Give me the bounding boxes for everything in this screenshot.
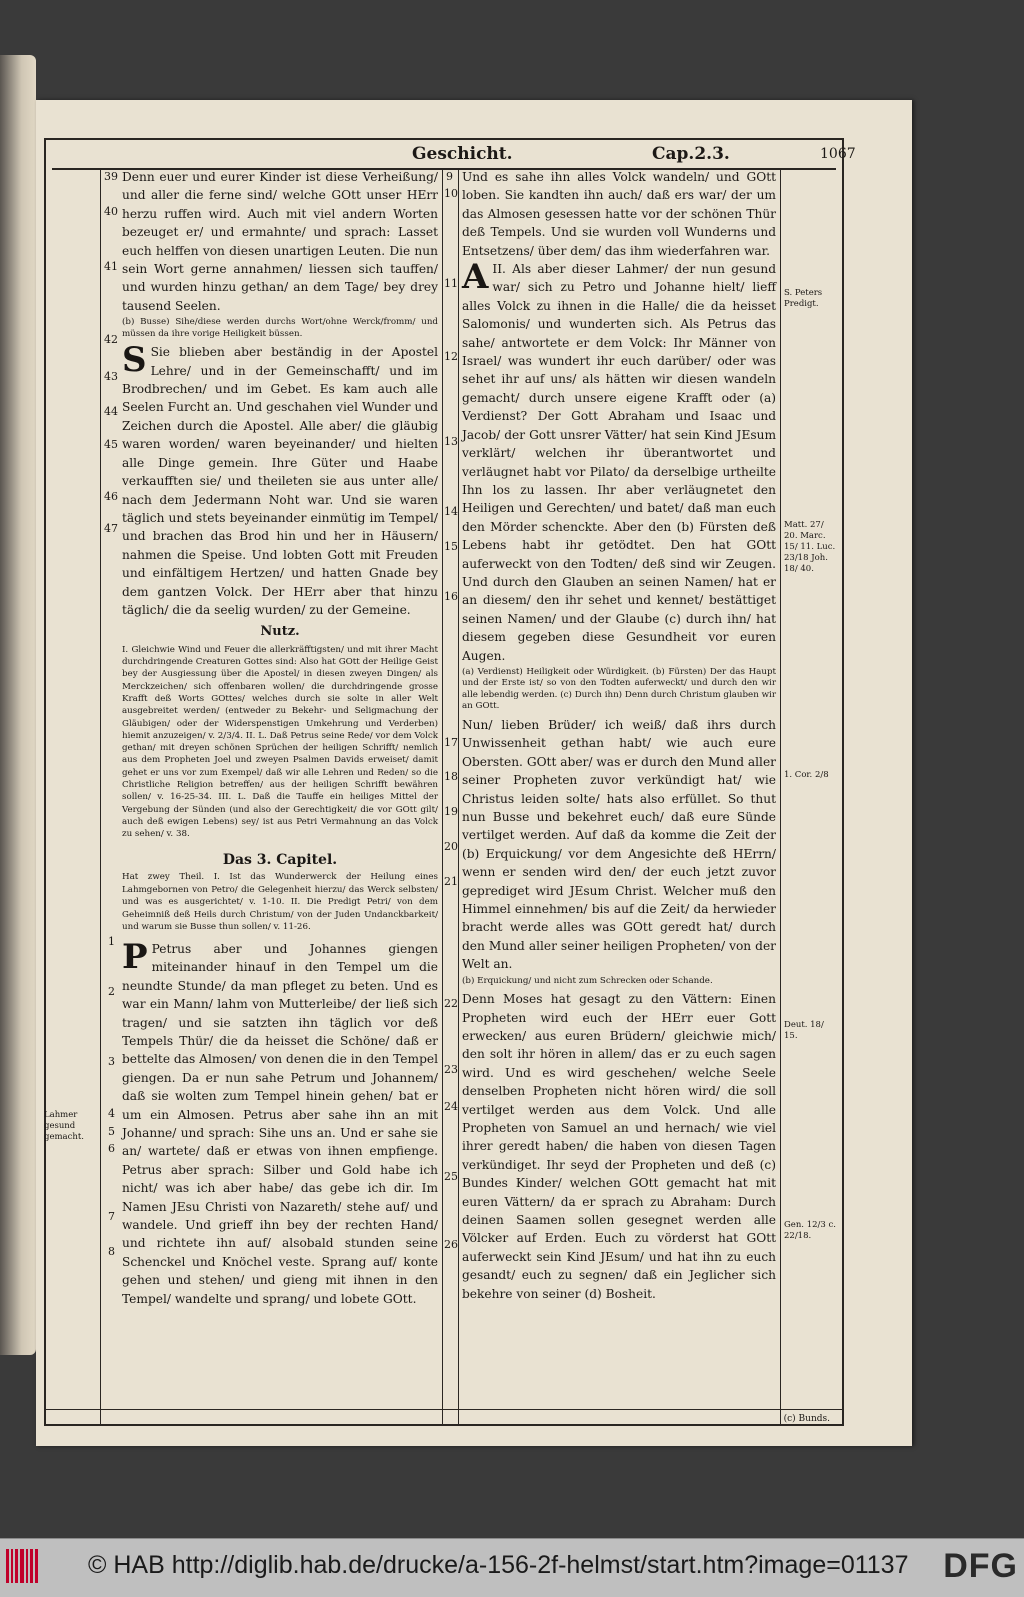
- dfg-logo: DFG: [943, 1547, 1018, 1585]
- verse-number: 39: [104, 170, 118, 183]
- viewer-footer: [0, 1538, 1024, 1597]
- verse-number: 17: [444, 736, 458, 749]
- paragraph-text: Petrus aber und Johannes giengen miteinander hinauf in den Tempel um die neundte Stunde/ da man pfleget zu beten. Und es war ein Mann/ lahm von Mutterleibe/ der ließ sich tragen/ und sie satzten ihn täglich vor deß Tempels Thür/ die da heisset die Schöne/ daß er bettelte das Almosen/ von denen die in den Tempel giengen. Da er nun sahe Petrum und Johannem/ daß sie wolten zum Tempel hinein gehen/ bat er um ein Almosen. Petrus aber sahe ihn an mit Johanne/ und sprach: Sihe uns an. Und er sahe sie an/ wartete/ daß er etwas von ihnen empfienge. Petrus aber sprach: Silber und Gold habe ich nicht/ was ich aber habe/ das gebe ich dir. Im Namen JEsu Christi von Nazareth/ stehe auf/ und wandele. Und grieff ihn bey der rechten Hand/ und richtete ihn auf/ alsobald stunden seine Schenckel und Knöchel veste. Sprang auf/ konte gehen und stehen/ und gieng mit ihnen in den Tempel/ wandelte und sprang/ und lobete GOtt.: [122, 941, 438, 1306]
- catchword: (c) Bunds.: [783, 1414, 830, 1424]
- nutz-heading: Nutz.: [260, 624, 300, 640]
- footnotes: (a) Verdienst) Heiligkeit oder Würdigkeit. (b) Fürsten) Der das Haupt und der Erste ist/ so von den Todten auferweckt/ und durch den wir alle lebendig werden. (c) Durch ihn) Denn durch Christum glauben wir an GOtt.: [462, 666, 776, 712]
- right-margin-note: Gen. 12/3 c. 22/18.: [784, 1220, 836, 1241]
- verse-number: 6: [108, 1142, 115, 1155]
- book-page: [36, 100, 912, 1446]
- verse-number: 5: [108, 1125, 115, 1138]
- adjacent-page-edge: [0, 55, 36, 1355]
- right-margin-note: Matt. 27/ 20. Marc. 15/ 11. Luc. 23/18 Joh. 18/ 40.: [784, 520, 836, 574]
- verse-number: 11: [444, 277, 458, 290]
- right-column: [462, 168, 776, 1303]
- verse-number: 22: [444, 997, 458, 1010]
- verse-number: 13: [444, 435, 458, 448]
- verse-number: 23: [444, 1063, 458, 1076]
- header-title: Geschicht.: [412, 144, 513, 164]
- verse-number: 7: [108, 1210, 115, 1223]
- right-margin-note: S. Peters Predigt.: [784, 288, 823, 309]
- paragraph-text: II. Als aber dieser Lahmer/ der nun gesund war/ sich zu Petro und Johanne hielt/ lieff alles Volck zu ihnen in die Halle/ die da heisset Salomonis/ und wunderten sich. Als Petrus das sahe/ antwortete er dem Volck: Ihr Männer von Israel/ was wundert ihr euch darüber/ oder was sehet ihr auf uns/ als hätten wir diesen wandeln gemacht/ durch unsere eigene Krafft oder (a) Verdienst? Der Gott Abraham und Isaac und Jacob/ der Gott unsrer Vätter/ hat sein Kind JEsum verklärt/ welchen ihr überantwortet und verläugnet habt vor Pilato/ da derselbige urtheilte Ihn los zu lassen. Ihr aber verläugnetet den Heiligen und Gerechten/ und batet/ daß man euch den Mörder schenckte. Aber den (b) Fürsten deß Lebens habt ihr getödtet. Den hat GOtt auferweckt von den Todten/ deß sind wir Zeugen. Und durch den Glauben an seinen Namen/ hat er an diesem/ den ihr sehet und kennet/ bestättiget seinen Namen/ und der Glaube (c) durch ihn/ hat diesem gegeben diese Gesundheit vor euren Augen.: [462, 262, 776, 663]
- footnote: (b) Busse) Sihe/diese werden durchs Wort/ohne Werck/fromm/ und müssen da ihre vorige Heiligkeit büssen.: [122, 317, 438, 339]
- left-text-bottom: [122, 936, 438, 1308]
- drop-initial: P: [122, 936, 148, 977]
- verse-number: 21: [444, 875, 458, 888]
- verse-number: 41: [104, 260, 118, 273]
- verse-number: 25: [444, 1170, 458, 1183]
- right-text-top: Und es sahe ihn alles Volck wandeln/ und GOtt loben. Sie kandten ihn auch/ daß ers war/ der um das Almosen gesessen hatte vor der schönen Thür deß Tempels. Und sie wurden voll Wunderns und Entsetzens/ über dem/ das ihm wiederfahren war.: [462, 170, 776, 258]
- verse-number: 3: [108, 1055, 115, 1068]
- column-rule: [100, 168, 101, 1424]
- right-text-bottom: Denn Moses hat gesagt zu den Vättern: Einen Propheten wird euch der HErr euer Gott erwecken/ aus euren Brüdern/ gleichwie mich/ den solt ihr hören in allem/ das er zu euch sagen wird. Und es wird geschehen/ welche Seele denselben Propheten nicht hören wird/ die soll vertilget werden aus dem Volck. Und alle Propheten von Samuel an und hernach/ wie viel ihrer geredt haben/ die haben von diesen Tagen verkündiget. Ihr seyd der Propheten und deß (c) Bundes Kinder/ welchen GOtt gemacht hat mit euren Vättern/ da er sprach zu Abraham: Durch deinen Saamen sollen gesegnet werden alle Völcker auf Erden. Euch zu vörderst hat GOtt auferweckt sein Kind JEsum/ und hat ihn zu euch gesandt/ euch zu segnen/ daß ein Jeglicher sich bekehre von seiner (d) Bosheit.: [462, 992, 776, 1301]
- verse-number: 20: [444, 840, 458, 853]
- right-text-sermon: [462, 257, 776, 665]
- nutz-text: I. Gleichwie Wind und Feuer die allerkräfftigsten/ und mit ihrer Macht durchdringende Creaturen Gottes sind: Also hat GOtt der Heilige Geist bey der Ausgiessung über die Apostel/ in diesen zweyen Dingen/ als Merckzeichen/ sich offenbaren wollen/ die durchdringende grosse Krafft deß Worts GOttes/ welches durch sie solte in aller Welt ausgebreitet werden/ (entweder zu Bekehr- und Seligmachung der Gläubigen/ oder der Widerspenstigen Umkehrung und Verderben) hiemit anzuzeigen/ v. 2/3/4. II. L. Daß Petrus seine Rede/ vor dem Volck gethan/ mit dreyen schönen Sprüchen der heiligen Schrifft/ nemlich aus dem Propheten Joel und zweyen Psalmen Davids erweiset/ damit gehet er uns vor zum Exempel/ daß wir alle Lehren und Reden/ so die Christliche Religion betreffen/ aus der heiligen Schrifft bewähren sollen/ v. 16-25-34. III. L. Daß die Tauffe ein heiliges Mittel der Vergebung der Sünden (und also der Gerechtigkeit/ die vor GOtt gilt/ auch deß ewigen Lebens) sey/ ist aus Petri Vermahnung an das Volck zu sehen/ v. 38.: [122, 644, 438, 840]
- verse-number: 43: [104, 370, 118, 383]
- verse-number: 1: [108, 935, 115, 948]
- verse-number: 45: [104, 438, 118, 451]
- bottom-rule: [46, 1409, 842, 1410]
- verse-number: 12: [444, 350, 458, 363]
- right-text-mid: Nun/ lieben Brüder/ ich weiß/ daß ihrs durch Unwissenheit gethan habt/ wie auch eure Obersten. GOtt aber/ was er durch den Mund aller seiner Propheten zuvor verkündigt hat/ wie Christus leiden solte/ hats also erfüllet. So thut nun Busse und bekehret euch/ daß eure Sünde vertilget werden. Auf daß da komme die Zeit der (b) Erquickung/ vor dem Angesichte deß HErrn/ wenn er senden wird den/ der euch jetzt zuvor geprediget wird JEsum Christ. Welcher muß den Himmel einnehmen/ bis auf die Zeit/ da herwieder bracht werde alles was GOtt geredt hat/ durch den Mund aller seiner heiligen Propheten/ von der Welt an.: [462, 717, 776, 972]
- column-rule: [442, 168, 443, 1424]
- copyright-link[interactable]: © HAB http://diglib.hab.de/drucke/a-156-2f-helmst/start.htm?image=01137: [88, 1551, 909, 1579]
- verse-number: 9: [446, 170, 453, 183]
- verse-number: 16: [444, 590, 458, 603]
- verse-number: 42: [104, 333, 118, 346]
- header-chapter: Cap.2.3.: [652, 144, 730, 164]
- left-column: [122, 168, 438, 1308]
- left-margin-note: Lahmer gesund gemacht.: [44, 1110, 84, 1142]
- verse-number: 10: [444, 187, 458, 200]
- verse-number: 44: [104, 405, 118, 418]
- verse-number: 2: [108, 985, 115, 998]
- paragraph-text: Sie blieben aber beständig in der Apostel Lehre/ und in der Gemeinschafft/ und im Brodbrechen/ und im Gebet. Es kam auch alle Seelen Furcht an. Und geschahen viel Wunder und Zeichen durch die Apostel. Alle aber/ die gläubig waren worden/ waren beyeinander/ und hielten alle Dinge gemein. Ihre Güter und Haabe verkaufften sie/ und theileten sie aus unter alle/ nach dem Jedermann Noht war. Und sie waren täglich und stets beyeinander einmütig im Tempel/ und brachen das Brod hin und her in Häusern/ nahmen die Speise. Und lobten Gott mit Freuden und einfältigem Hertzen/ und hatten Gnade bey dem gantzen Volck. Der HErr aber that hinzu täglich/ die da seelig wurden/ zu der Gemeine.: [122, 345, 438, 617]
- right-margin-note: Deut. 18/ 15.: [784, 1020, 824, 1041]
- chapter-title: Das 3. Capitel.: [222, 851, 338, 868]
- verse-number: 18: [444, 770, 458, 783]
- running-header: [52, 144, 856, 170]
- verse-number: 14: [444, 505, 458, 518]
- verse-number: 19: [444, 805, 458, 818]
- left-text-top: Denn euer und eurer Kinder ist diese Verheißung/ und aller die ferne sind/ welche GOtt unser HErr herzu ruffen wird. Auch mit viel andern Worten bezeuget er/ und ermahnte/ und sprach: Lasset euch helffen von diesen unartigen Leuten. Die nun sein Wort gerne annahmen/ liessen sich tauffen/ und wurden hinzu gethan/ an dem Tage/ bey drey tausend Seelen.: [122, 170, 438, 313]
- drop-initial: A: [462, 257, 489, 298]
- verse-number: 47: [104, 522, 118, 535]
- page-frame: [44, 138, 856, 1426]
- column-rule: [780, 168, 781, 1424]
- verse-number: 26: [444, 1238, 458, 1251]
- column-rule: [458, 168, 459, 1424]
- right-margin-note: 1. Cor. 2/8: [784, 770, 829, 780]
- verse-number: 46: [104, 490, 118, 503]
- verse-number: 40: [104, 205, 118, 218]
- verse-number: 8: [108, 1245, 115, 1258]
- chapter-summary: Hat zwey Theil. I. Ist das Wunderwerck der Heilung eines Lahmgebornen von Petro/ die Gelegenheit hierzu/ das Werck selbsten/ und was es ausgerichtet/ v. 1-10. II. Die Predigt Petri/ von dem Geheimniß deß Heils durch Christum/ von der Juden Undanckbarkeit/ und warum sie Busse thun sollen/ v. 11-26.: [122, 871, 438, 933]
- page-number: 1067: [820, 146, 856, 162]
- left-text-mid: [122, 340, 438, 619]
- footnote: (b) Erquickung/ und nicht zum Schrecken oder Schande.: [462, 975, 713, 986]
- drop-initial: S: [122, 340, 147, 381]
- verse-number: 4: [108, 1107, 115, 1120]
- verse-number: 15: [444, 540, 458, 553]
- verse-number: 24: [444, 1100, 458, 1113]
- hab-logo-icon: [6, 1549, 46, 1583]
